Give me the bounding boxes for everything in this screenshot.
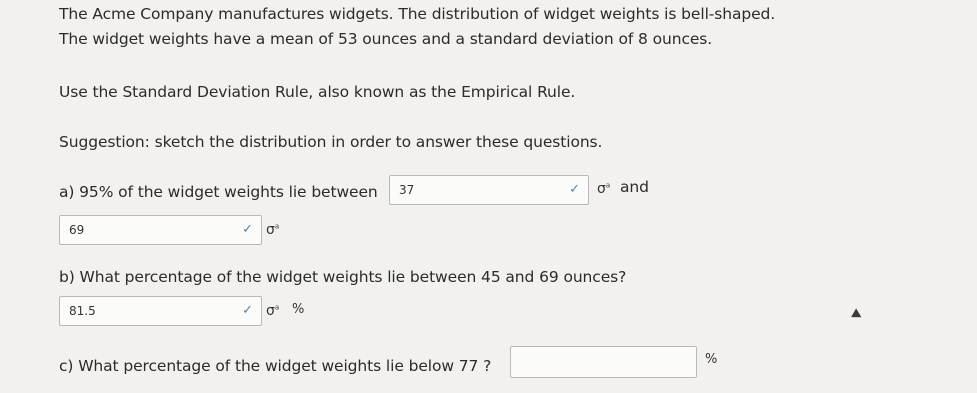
part-a-connector: and [620, 178, 649, 196]
suggestion-text: Suggestion: sketch the distribution in order to answer these questions. [59, 133, 603, 151]
part-a-answer1-value: 37 [399, 183, 415, 197]
part-b-prompt: b) What percentage of the widget weights lie between 45 and 69 ounces? [59, 268, 627, 286]
part-a-answer2-value: 69 [69, 223, 85, 237]
part-c-answer-field[interactable] [510, 346, 697, 378]
part-a-prompt: a) 95% of the widget weights lie between [59, 183, 378, 201]
sigma-icon[interactable]: $\sigma^a$ [597, 181, 611, 197]
check-icon: ✓ [242, 303, 253, 318]
sigma-icon[interactable]: $\sigma^a$ [266, 222, 280, 238]
part-b-answer-field[interactable] [59, 296, 262, 326]
sigma-icon[interactable]: $\sigma^a$ [266, 303, 280, 319]
check-icon: ✓ [242, 222, 253, 237]
mouse-cursor-icon [851, 308, 864, 321]
part-c-prompt: c) What percentage of the widget weights lie below 77 ? [59, 357, 492, 375]
intro-line-1: The Acme Company manufactures widgets. The distribution of widget weights is bell-shaped. [59, 5, 776, 23]
part-c-percent-unit: % [705, 352, 718, 367]
rule-text: Use the Standard Deviation Rule, also known as the Empirical Rule. [59, 83, 576, 101]
part-a-answer1-field[interactable] [389, 175, 589, 205]
check-icon: ✓ [569, 182, 580, 197]
part-b-answer-value: 81.5 [69, 304, 96, 318]
intro-line-2: The widget weights have a mean of 53 ounces and a standard deviation of 8 ounces. [59, 30, 713, 48]
part-b-percent-unit: % [292, 302, 305, 317]
part-a-answer2-field[interactable] [59, 215, 262, 245]
